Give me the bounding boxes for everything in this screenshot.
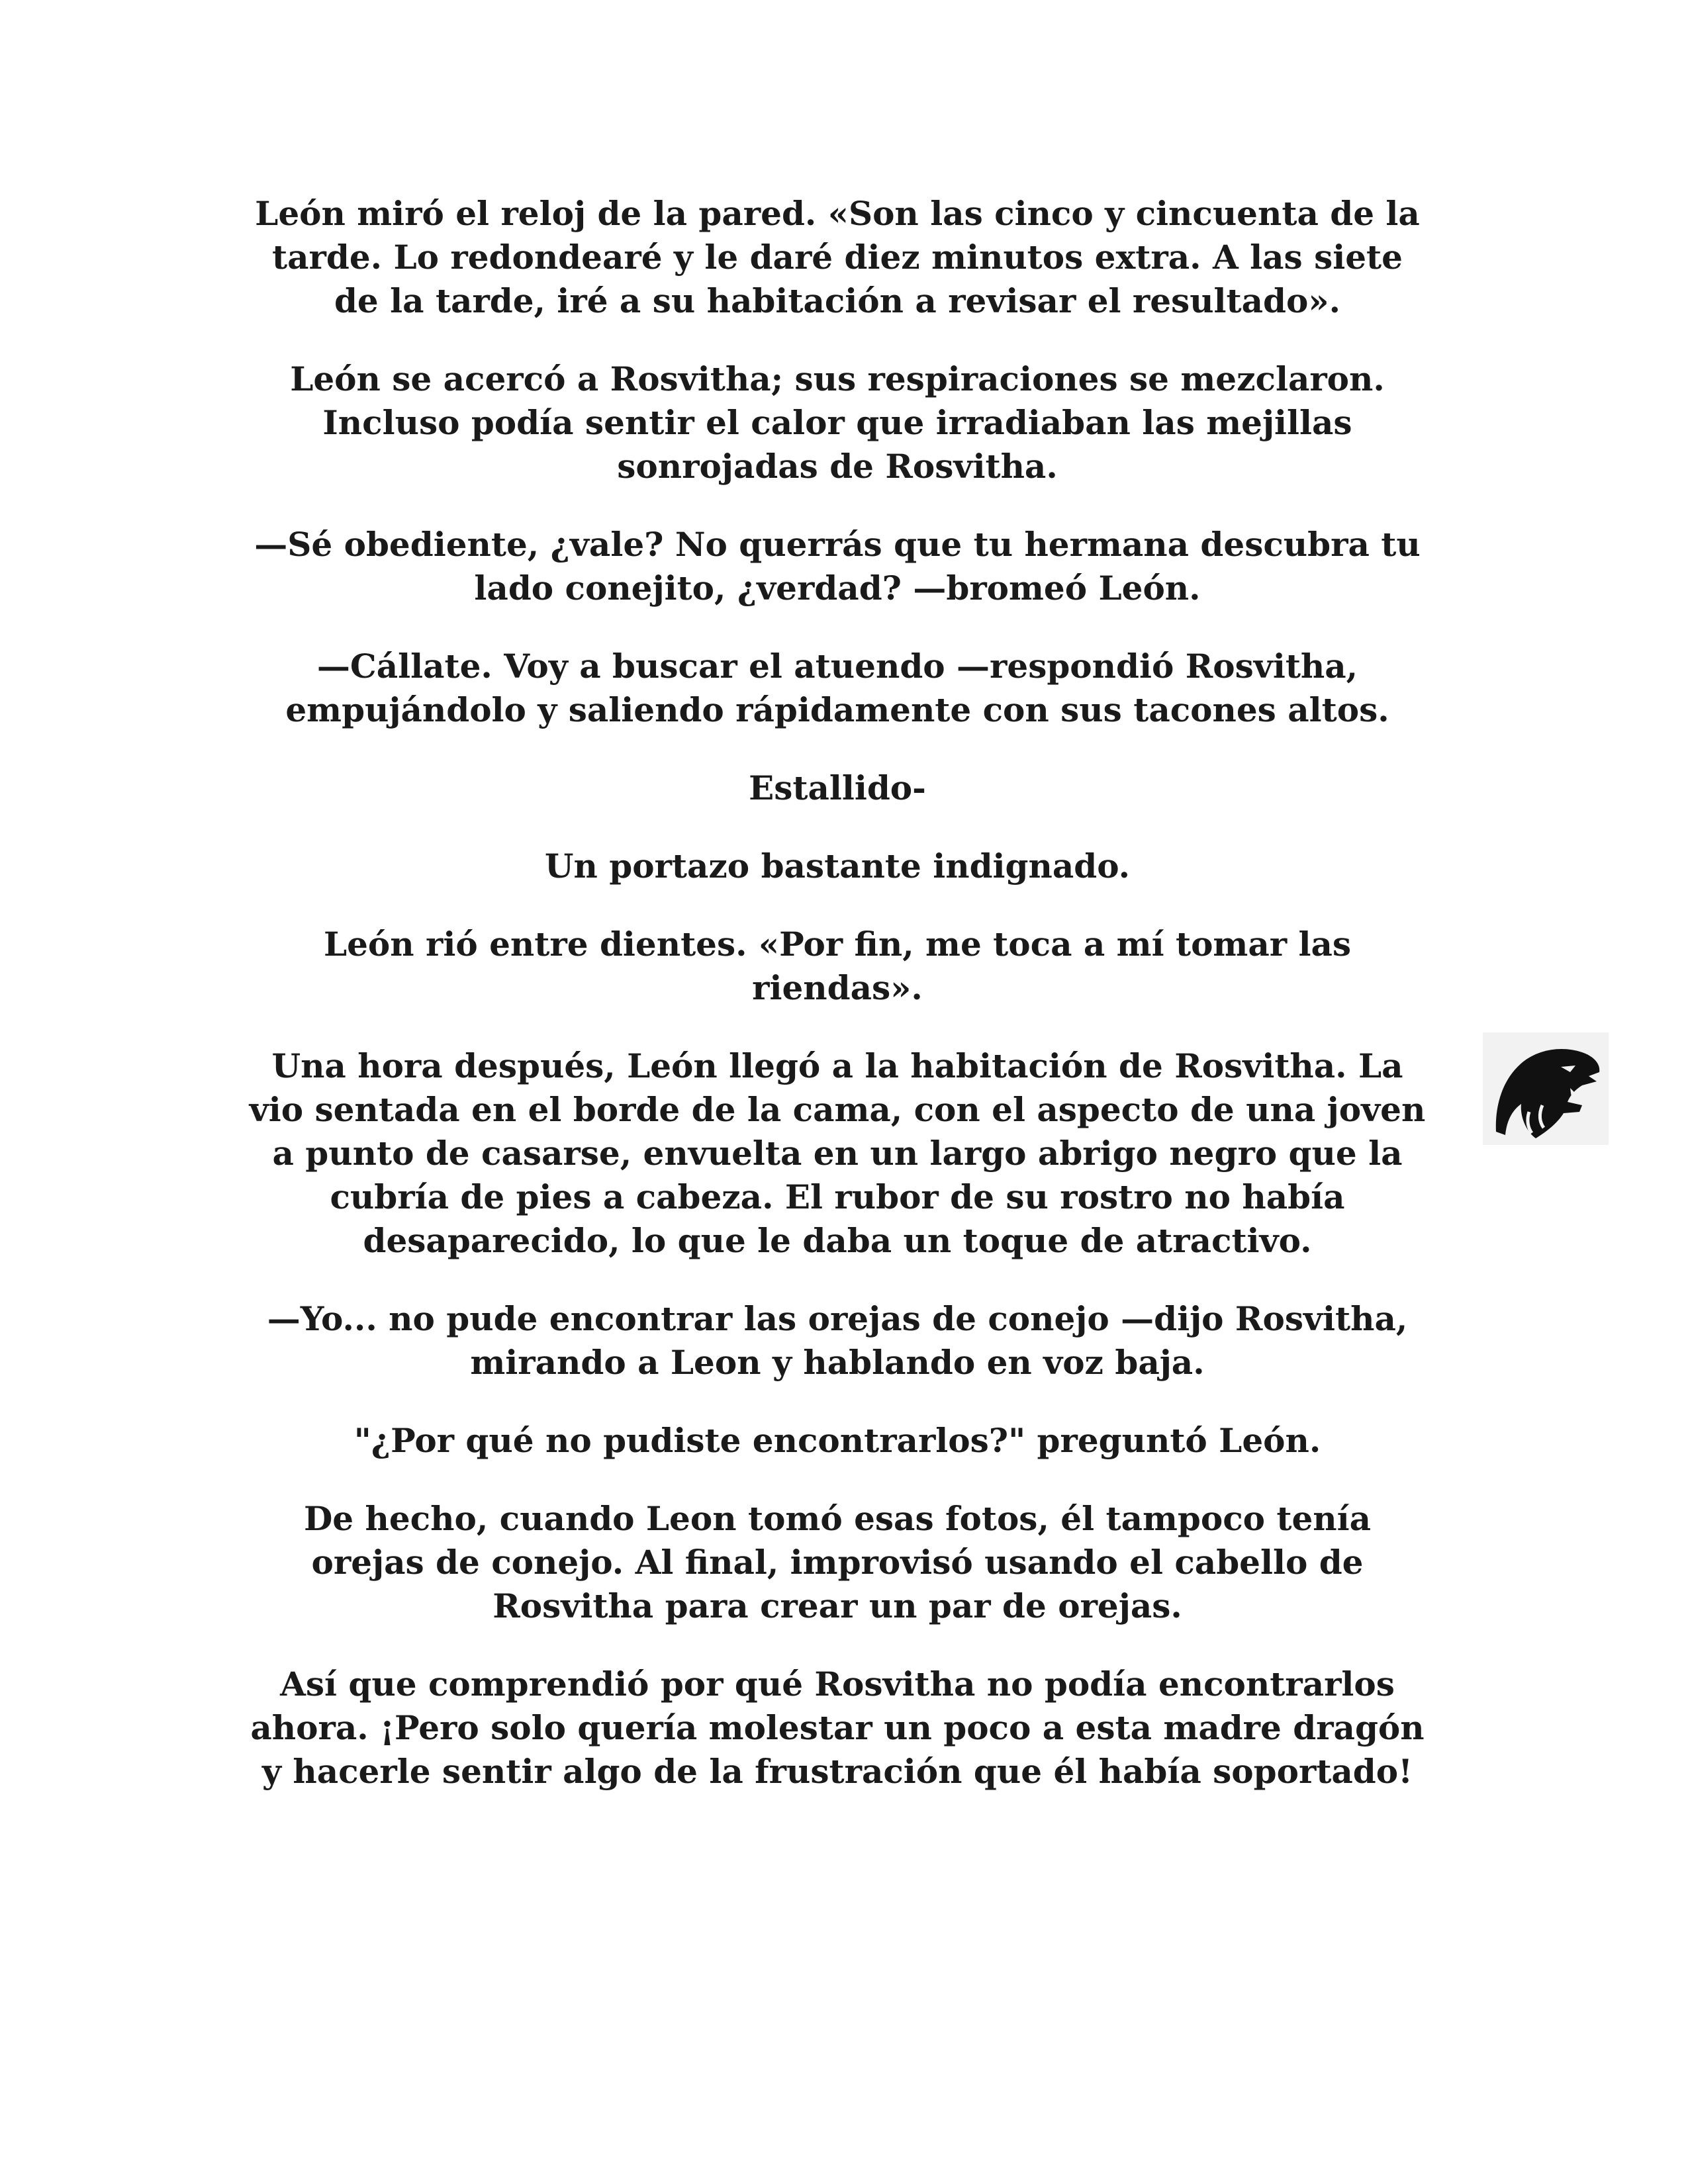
paragraph: Estallido-: [749, 768, 926, 807]
paragraph: —Yo... no pude encontrar las orejas de conejo —dijo Rosvitha, mirando a Leon y hablando en voz baja.: [267, 1299, 1408, 1382]
paragraph: —Sé obediente, ¿vale? No querrás que tu hermana descubra tu lado conejito, ¿verdad? —bromeó León.: [254, 525, 1421, 608]
document-body: [225, 192, 1450, 1828]
paragraph: León rió entre dientes. «Por fin, me toca a mí tomar las riendas».: [323, 925, 1352, 1007]
paragraph: "¿Por qué no pudiste encontrarlos?" preguntó León.: [353, 1421, 1321, 1460]
paragraph: —Cállate. Voy a buscar el atuendo —respondió Rosvitha, empujándolo y saliendo rápidamente con sus tacones altos.: [285, 647, 1389, 729]
paragraph: De hecho, cuando Leon tomó esas fotos, él tampoco tenía orejas de conejo. Al final, improvisó usando el cabello de Rosvitha para crear un par de orejas.: [303, 1499, 1372, 1625]
dinosaur-head-icon: [1483, 1032, 1609, 1145]
paragraph: León miró el reloj de la pared. «Son las cinco y cincuenta de la tarde. Lo redondearé y le daré diez minutos extra. A las siete de la tarde, iré a su habitación a revisar el resultado».: [255, 194, 1420, 320]
paragraph: León se acercó a Rosvitha; sus respiraciones se mezclaron. Incluso podía sentir el calor que irradiaban las mejillas sonrojadas de Rosvitha.: [290, 359, 1385, 486]
paragraph: Una hora después, León llegó a la habitación de Rosvitha. La vio sentada en el borde de la cama, con el aspecto de una joven a punto de casarse, envuelta en un largo abrigo negro que la cubría de pies a cabeza. El rubor de su rostro no había desaparecido, lo que le daba un toque de atractivo.: [249, 1046, 1426, 1260]
paragraph: Un portazo bastante indignado.: [544, 846, 1131, 886]
paragraph: Así que comprendió por qué Rosvitha no podía encontrarlos ahora. ¡Pero solo quería molestar un poco a esta madre dragón y hacerle sentir algo de la frustración que él había soportado!: [250, 1664, 1425, 1791]
